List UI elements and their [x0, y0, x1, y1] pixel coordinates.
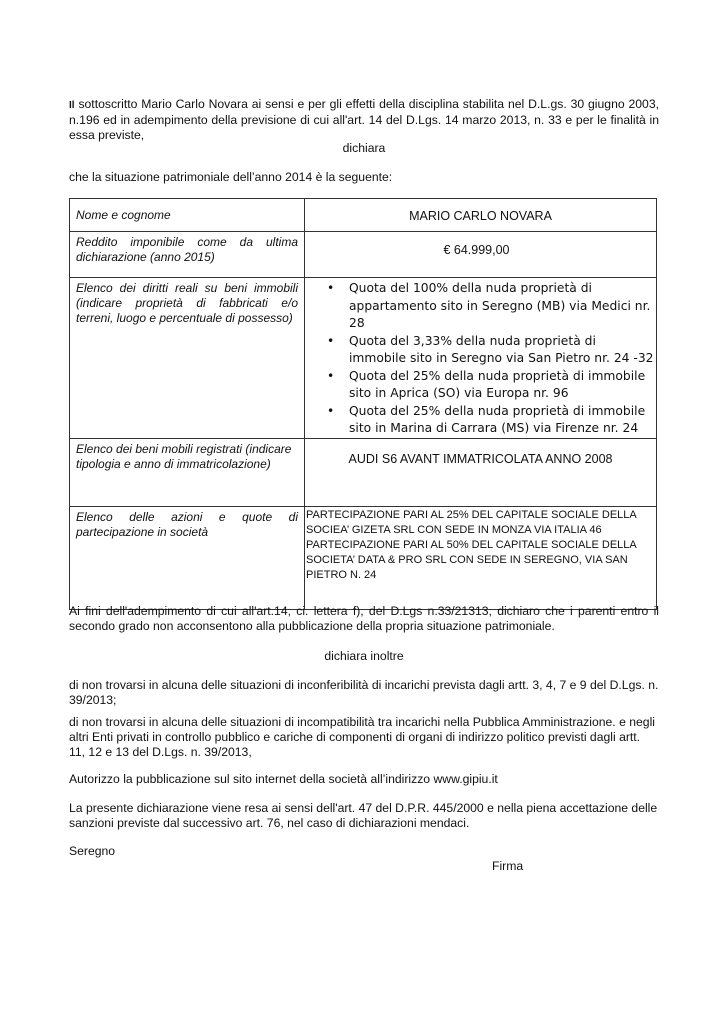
- mobili-value: AUDI S6 AVANT IMMATRICOLATA ANNO 2008: [348, 451, 613, 466]
- azioni-value: PARTECIPAZIONE PARI AL 25% DEL CAPITALE SOCIALE DELLA SOCIEA’ GIZETA SRL CON SEDE IN MONZA VIA ITALIA 46 PARTECIPAZIONE PARI AL 50% DEL CAPITALE SOCIALE DELLA SOCIETA’ DATA & PRO SRL CON SEDE IN SEREGNO, VIA SAN PIETRO N. 24: [306, 508, 637, 581]
- mobili-label: Elenco dei beni mobili registrati (indicare tipologia e anno di immatricolazione): [70, 438, 305, 506]
- immobili-label: Elenco dei diritti reali su beni immobili (indicare proprietà di fabbricati e/o terreni, luogo e percentuale di possesso): [70, 278, 305, 439]
- asset-table: [69, 198, 657, 610]
- list-item: [327, 333, 656, 368]
- nome-value: MARIO CARLO NOVARA: [409, 209, 552, 223]
- immobile-text: Quota del 25% della nuda proprietà di immobile sito in Marina di Carrara (MS) via Firenze nr. 24: [349, 403, 646, 435]
- immobile-text: Quota del 3,33% della nuda proprietà di immobile sito in Seregno via San Pietro nr. 24 -32: [349, 333, 654, 365]
- reddito-value: € 64.999,00: [443, 243, 510, 257]
- place-label: Seregno: [69, 844, 116, 858]
- inconferibilita-paragraph: di non trovarsi in alcuna delle situazioni di inconferibilità di incarichi prevista dagli artt. 3, 4, 7 e 9 del D.Lgs. n. 39/2013;: [69, 678, 659, 707]
- reddito-label: Reddito imponibile come da ultima dichiarazione (anno 2015): [70, 232, 305, 278]
- mobili-cell: [305, 438, 657, 506]
- immobili-list: [305, 278, 656, 438]
- table-row-azioni: [70, 506, 657, 609]
- bullet-icon: •: [327, 403, 335, 418]
- immobile-text: Quota del 25% della nuda proprietà di immobile sito in Aprica (SO) via Europa nr. 96: [349, 368, 646, 400]
- azioni-label: Elenco delle azioni e quote di partecipazione in società: [70, 506, 305, 609]
- immobile-text: Quota del 100% della nuda proprietà di appartamento sito in Seregno (MB) via Medici nr. 28: [349, 281, 651, 330]
- dichiara-inoltre-heading: dichiara inoltre: [324, 649, 404, 663]
- signature-label: Firma: [492, 859, 524, 873]
- list-item: [327, 280, 656, 333]
- incompatibilita-paragraph: di non trovarsi in alcuna delle situazioni di incompatibilità tra incarichi nella Pubblica Amministrazione. e negli altri Enti privati in controllo pubblico e cariche di componenti di organi di indirizzo politico previsti dagli artt. 11, 12 e 13 del D.Lgs. n. 39/2013,: [69, 715, 655, 759]
- immobili-cell: [305, 278, 657, 439]
- presente-paragraph: La presente dichiarazione viene resa ai sensi dell'art. 47 del D.P.R. 445/2000 e nella piena accettazione delle sanzioni previste dal successivo art. 76, nel caso di dichiarazioni mendaci.: [69, 801, 658, 830]
- table-row-immobili: [70, 278, 657, 439]
- intro-paragraph: [69, 97, 659, 143]
- bullet-icon: •: [327, 281, 335, 295]
- dichiara-heading: dichiara: [342, 141, 386, 155]
- bullet-icon: •: [327, 368, 335, 383]
- list-item: [327, 403, 656, 438]
- intro-lead: Il: [69, 100, 75, 111]
- list-item: [327, 368, 656, 403]
- table-row-mobili: [70, 438, 657, 506]
- intro-text: sottoscritto Mario Carlo Novara ai sensi e per gli effetti della disciplina stabilita nel D.L.gs. 30 giugno 2003, n.196 ed in adempimento della previsione di cui all'art. 14 del D.Lgs. 14 marzo 2013, n. 33 e per le finalità in essa previste,: [69, 97, 659, 142]
- azioni-cell: [305, 506, 657, 609]
- table-row-nome: [70, 199, 657, 232]
- autorizzo-paragraph: Autorizzo la pubblicazione sul sito internet della società all’indirizzo www.gipiu.it: [69, 772, 498, 786]
- reddito-cell: [305, 232, 657, 278]
- nome-cell: [305, 199, 657, 232]
- nome-label: Nome e cognome: [70, 199, 305, 232]
- table-row-reddito: [70, 232, 657, 278]
- parenti-paragraph: Ai fini dell'adempimento di cui all'art.14, ci. lettera f), del D.Lgs n.33/21313, dichiaro che i parenti entro il secondo grado non acconsentono alla pubblicazione della propria situazione patrimoniale.: [69, 604, 659, 633]
- situazione-intro: che la situazione patrimoniale dell’anno 2014 è la seguente:: [69, 170, 393, 184]
- bullet-icon: •: [327, 333, 335, 348]
